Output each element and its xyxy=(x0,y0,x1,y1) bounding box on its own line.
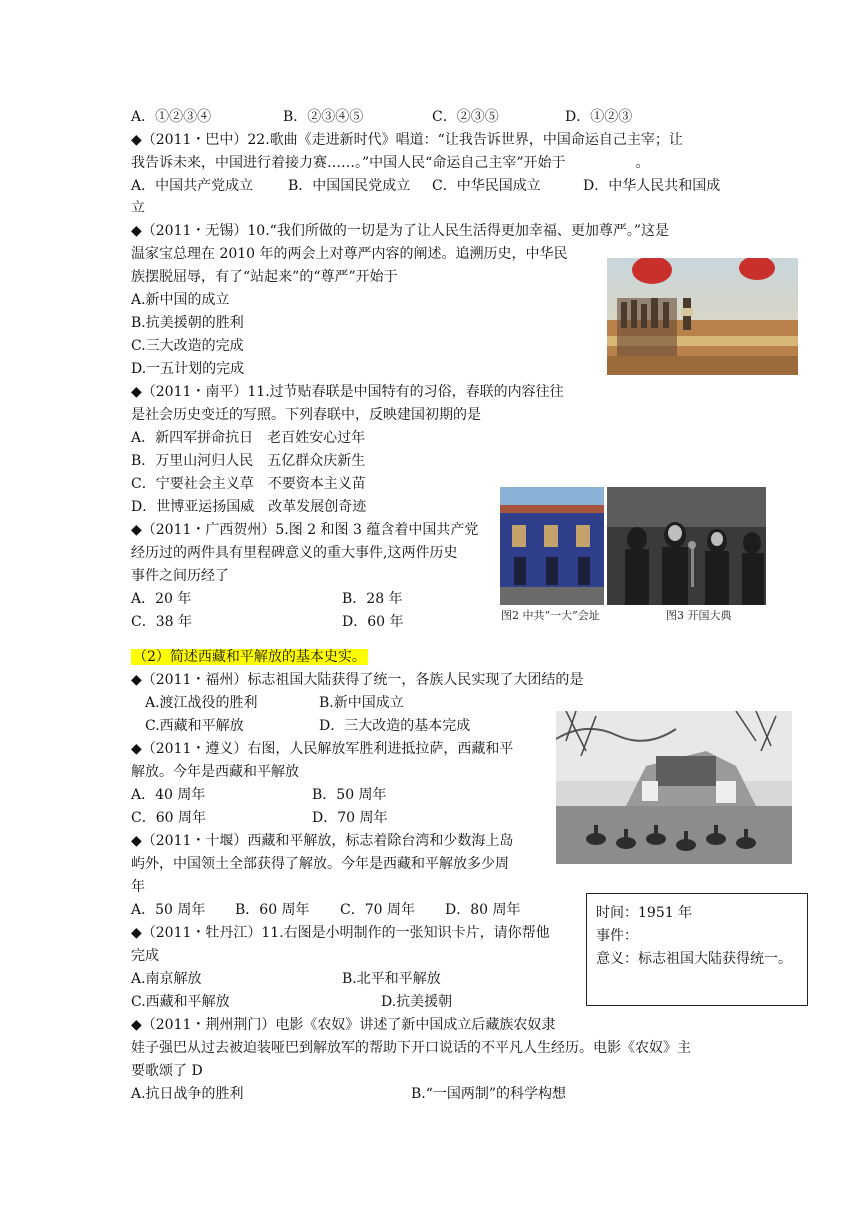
question-text: 经历过的两件具有里程碑意义的重大事件,这两件历史 xyxy=(131,545,458,561)
option-c: C．中华民国成立 xyxy=(432,178,541,194)
option-b: B．60 周年 xyxy=(235,902,310,918)
question-text: 温家宝总理在 2010 年的两会上对尊严内容的阐述。追溯历史，中华民 xyxy=(131,246,568,262)
option-a: A.抗日战争的胜利 xyxy=(131,1086,244,1102)
option-b: B．28 年 xyxy=(342,591,403,607)
option-c: C．②③⑤ xyxy=(432,109,499,125)
option-a: A.新中国的成立 xyxy=(131,292,230,308)
option-a: A.南京解放 xyxy=(131,971,202,987)
question-text: ◆（2011・遵义）右图，人民解放军胜利进抵拉萨，西藏和平 xyxy=(131,741,514,757)
question-text: 是社会历史变迁的写照。下列春联中，反映建国初期的是 xyxy=(131,407,481,423)
option-a: A．①②③④ xyxy=(131,109,212,125)
question-text: ◆（2011・荆州荆门）电影《农奴》讲述了新中国成立后藏族农奴隶 xyxy=(131,1017,556,1033)
question-text: 娃子强巴从过去被迫装哑巴到解放军的帮助下开口说话的不平凡人生经历。电影《农奴》主 xyxy=(131,1040,691,1056)
potala-palace-photo xyxy=(556,711,792,864)
option-a: A．新四军拼命抗日 老百姓安心过年 xyxy=(131,430,366,446)
question-text: 族摆脱屈辱，有了“站起来”的“尊严”开始于 xyxy=(131,269,398,285)
option-d: D.一五计划的完成 xyxy=(131,361,245,377)
option-b: B．万里山河归人民 五亿群众庆新生 xyxy=(131,453,366,469)
option-d: D.抗美援朝 xyxy=(381,994,453,1010)
figure-3-caption: 图3 开国大典 xyxy=(666,609,732,622)
card-time: 时间：1951 年 xyxy=(596,905,693,921)
founding-ceremony-photo xyxy=(607,258,798,375)
question-text: ◆（2011・福州）标志祖国大陆获得了统一，各族人民实现了大团结的是 xyxy=(131,672,584,688)
option-b: B．中国国民党成立 xyxy=(288,178,411,194)
option-b: B.北平和平解放 xyxy=(342,971,441,987)
option-c: C．60 周年 xyxy=(131,810,206,826)
option-d: D．世博亚运扬国威 改革发展创奇迹 xyxy=(131,499,367,515)
question-text: 屿外，中国领土全部获得了解放。今年是西藏和平解放多少周 xyxy=(131,856,509,872)
card-meaning: 意义：标志祖国大陆获得统一。 xyxy=(596,951,792,967)
question-text: ◆（2011・巴中）22.歌曲《走进新时代》唱道：“让我告诉世界，中国命运自己主宰；让 xyxy=(131,132,683,148)
section-heading-text: （2）简述西藏和平解放的基本史实。 xyxy=(133,649,366,665)
option-c: C.三大改造的完成 xyxy=(131,338,244,354)
question-text: 我告诉未来，中国进行着接力赛……。”中国人民“命运自己主宰”开始于 。 xyxy=(131,155,650,171)
option-a: A．中国共产党成立 xyxy=(131,178,254,194)
question-text: 年 xyxy=(131,879,145,895)
option-d: D．80 周年 xyxy=(445,902,521,918)
option-c: C.西藏和平解放 xyxy=(131,994,230,1010)
first-congress-site-photo xyxy=(500,487,604,605)
question-text: ◆（2011・牡丹江）11.右图是小明制作的一张知识卡片，请你帮他 xyxy=(131,925,550,941)
option-b: B．50 周年 xyxy=(312,787,387,803)
option-d: D．①②③ xyxy=(565,109,633,125)
option-b: B.抗美援朝的胜利 xyxy=(131,315,244,331)
knowledge-card xyxy=(586,893,808,1006)
option-b: B.新中国成立 xyxy=(319,695,404,711)
option-d: D．中华人民共和国成 xyxy=(583,178,721,194)
option-a: A．40 周年 xyxy=(131,787,206,803)
option-b: B．②③④⑤ xyxy=(283,109,364,125)
question-text: ◆（2011・广西贺州）5.图 2 和图 3 蕴含着中国共产党 xyxy=(131,522,479,538)
question-text: 解放。今年是西藏和平解放 xyxy=(131,764,299,780)
question-text: ◆（2011・十堰）西藏和平解放，标志着除台湾和少数海上岛 xyxy=(131,833,514,849)
option-a: A.渡江战役的胜利 xyxy=(145,695,258,711)
option-a: A．20 年 xyxy=(131,591,192,607)
question-text: 完成 xyxy=(131,948,159,964)
question-text: 事件之间历经了 xyxy=(131,568,229,584)
card-event: 事件： xyxy=(596,928,638,944)
question-text: ◆（2011・无锡）10.“我们所做的一切是为了让人民生活得更加幸福、更加尊严。”这是 xyxy=(131,223,669,239)
option-d-tail: 立 xyxy=(131,200,145,216)
section-heading xyxy=(131,646,368,668)
option-c: C.西藏和平解放 xyxy=(145,718,244,734)
option-d: D．60 年 xyxy=(342,614,404,630)
option-d: D．70 周年 xyxy=(312,810,388,826)
option-c: C．38 年 xyxy=(131,614,192,630)
question-text: 要歌颂了 D xyxy=(131,1063,203,1079)
option-a: A．50 周年 xyxy=(131,902,206,918)
figure-2-caption: 图2 中共“一大”会址 xyxy=(501,609,600,622)
option-c: C．70 周年 xyxy=(340,902,415,918)
founding-ceremony-photo xyxy=(607,487,766,605)
question-text: ◆（2011・南平）11.过节贴春联是中国特有的习俗，春联的内容往往 xyxy=(131,384,564,400)
option-b: B.“一国两制”的科学构想 xyxy=(411,1086,567,1102)
option-c: C．宁要社会主义草 不要资本主义苗 xyxy=(131,476,366,492)
option-d: D．三大改造的基本完成 xyxy=(319,718,471,734)
